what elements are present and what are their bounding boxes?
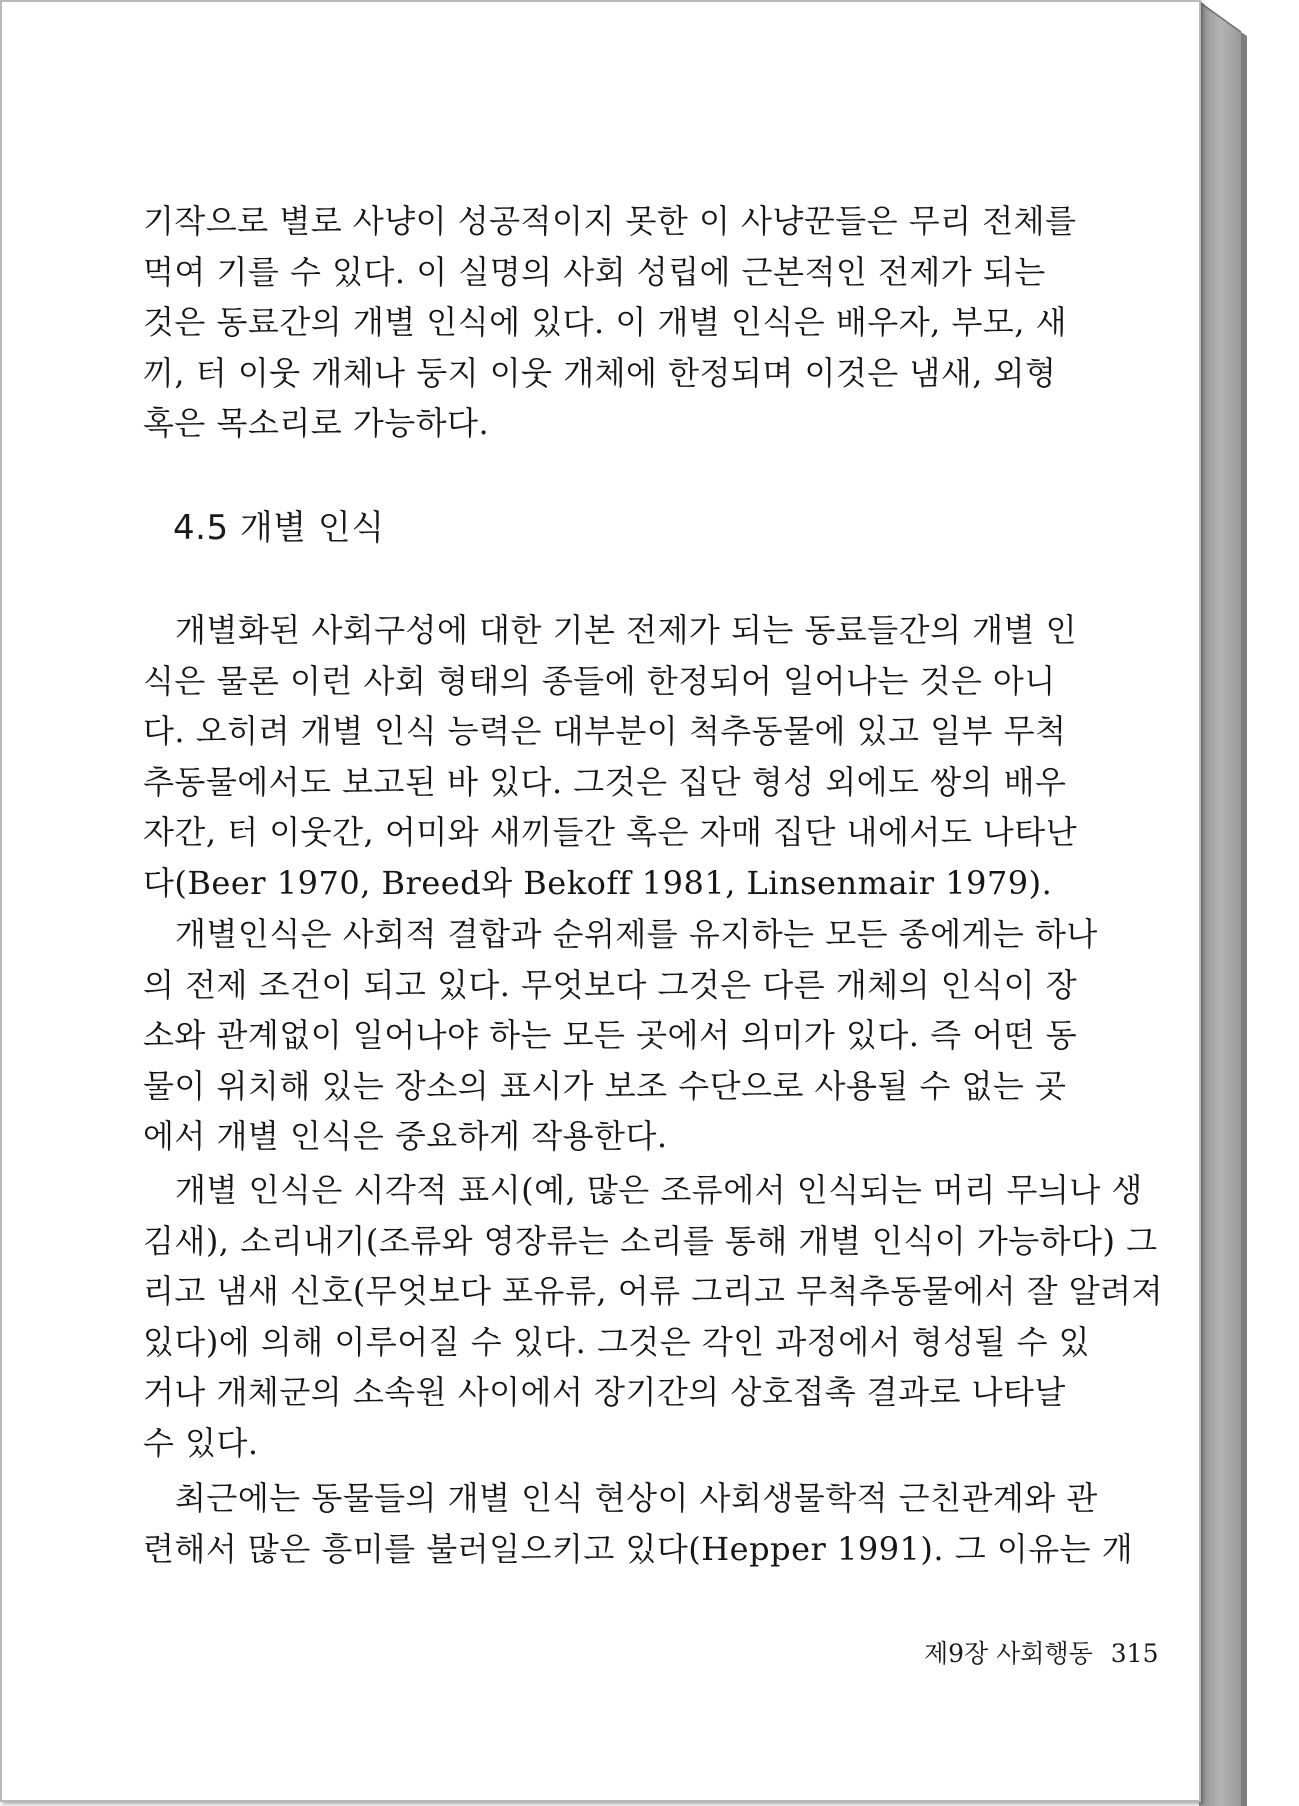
paragraph-5 (143, 1473, 1134, 1574)
text-line: 련해서 많은 흥미를 불러일으키고 있다(Hepper 1991). 그 이유는 개 (143, 1529, 1134, 1568)
text-line: 있다)에 의해 이루어질 수 있다. 그것은 각인 과정에서 형성될 수 있 (143, 1322, 1091, 1361)
text-line: 에서 개별 인식은 중요하게 작용한다. (143, 1117, 668, 1155)
text-line: 끼, 터 이웃 개체나 둥지 이웃 개체에 한정되며 이것은 냄새, 외형 (143, 353, 1057, 392)
text-line: 다(Beer 1970, Breed와 Bekoff 1981, Linsenmair 1979). (143, 863, 1053, 902)
book-page-edge (1199, 0, 1299, 1806)
text-line: 기작으로 별로 사냥이 성공적이지 못한 이 사냥꾼들은 무리 전체를 (143, 202, 1077, 240)
paragraph-2 (143, 605, 1078, 908)
text-line: 다. 오히려 개별 인식 능력은 대부분이 척추동물에 있고 일부 무척 (143, 712, 1067, 750)
section-heading: 4.5 개별 인식 (173, 508, 385, 548)
page-number: 315 (1110, 1639, 1159, 1668)
text-line: 물이 위치해 있는 장소의 표시가 보조 수단으로 사용될 수 없는 곳 (143, 1066, 1067, 1105)
text-line: 의 전제 조건이 되고 있다. 무엇보다 그것은 다른 개체의 인식이 장 (143, 965, 1078, 1004)
text-line: 추동물에서도 보고된 바 있다. 그것은 집단 형성 외에도 쌍의 배우 (143, 762, 1067, 801)
text-line: 식은 물론 이런 사회 형태의 종들에 한정되어 일어나는 것은 아니 (143, 661, 1056, 700)
text-line: 거나 개체군의 소속원 사이에서 장기간의 상호접촉 결과로 나타날 (143, 1373, 1066, 1411)
text-line: 리고 냄새 신호(무엇보다 포유류, 어류 그리고 무척추동물에서 잘 알려져 (143, 1272, 1163, 1310)
page-footer (924, 1634, 1158, 1670)
text-line: 최근에는 동물들의 개별 인식 현상이 사회생물학적 근친관계와 관 (175, 1479, 1098, 1517)
text-line: 자간, 터 이웃간, 어미와 새끼들간 혹은 자매 집단 내에서도 나타난 (143, 813, 1078, 851)
text-line: 개별화된 사회구성에 대한 기본 전제가 되는 동료들간의 개별 인 (175, 611, 1078, 649)
text-line: 혹은 목소리로 가능하다. (143, 404, 490, 442)
text-line: 개별인식은 사회적 결합과 순위제를 유지하는 모든 종에게는 하나 (175, 915, 1098, 953)
text-line: 개별 인식은 시각적 표시(예, 많은 조류에서 인식되는 머리 무늬나 생 (175, 1171, 1143, 1209)
text-line: 김새), 소리내기(조류와 영장류는 소리를 통해 개별 인식이 가능하다) 그 (143, 1221, 1158, 1260)
text-line: 수 있다. (143, 1423, 259, 1462)
text-line: 것은 동료간의 개별 인식에 있다. 이 개별 인식은 배우자, 부모, 새 (143, 303, 1068, 341)
paragraph-4 (143, 1165, 1163, 1468)
chapter-title: 제9장 사회행동 (924, 1639, 1093, 1668)
text-line: 소와 관계없이 일어나야 하는 모든 곳에서 의미가 있다. 즉 어떤 동 (143, 1016, 1078, 1054)
text-line: 먹여 기를 수 있다. 이 실명의 사회 성립에 근본적인 전제가 되는 (143, 252, 1046, 291)
paragraph-3 (143, 909, 1098, 1162)
paragraph-1 (143, 196, 1077, 449)
